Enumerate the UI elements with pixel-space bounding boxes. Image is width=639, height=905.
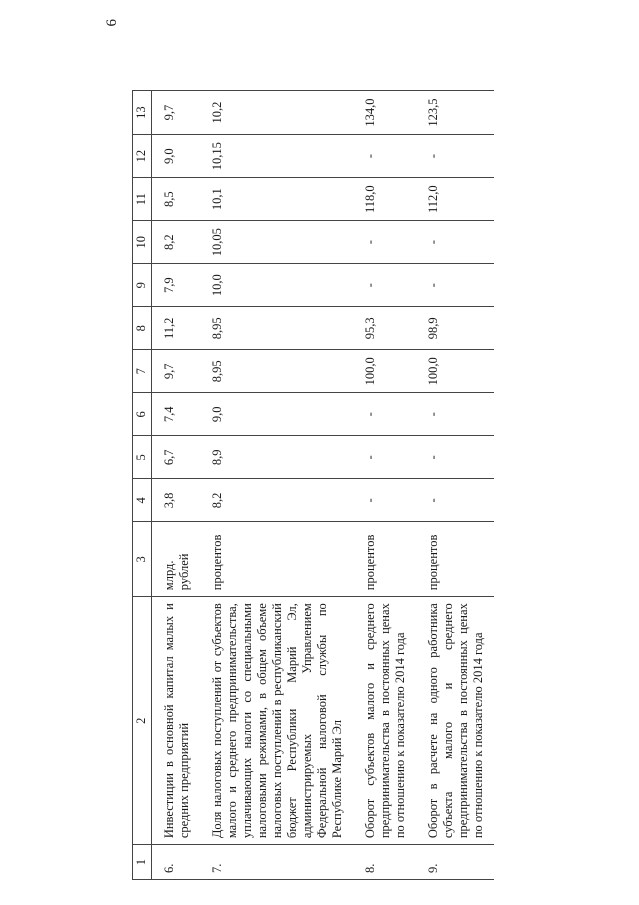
column-number: 11 [133,178,152,221]
column-number: 12 [133,135,152,178]
value-cell: 9,0 [152,135,201,178]
value-cell: 100,0 [416,350,494,393]
indicator-name: Инвестиции в основной капитал малых и средних предприятий [152,597,201,845]
value-cell: 95,3 [353,307,416,350]
value-cell: - [353,436,416,479]
value-cell: 3,8 [152,479,201,522]
indicator-name: Оборот субъектов малого и среднего предпринимательства в постоянных ценах по отношению к показателю 2014 года [353,597,416,845]
value-cell: 11,2 [152,307,201,350]
indicator-name: Оборот в расчете на одного работника субъекта малого и среднего предпринимательства в постоянных ценах по отношению к показателю 2014 года [416,597,494,845]
column-number: 8 [133,307,152,350]
value-cell: 98,9 [416,307,494,350]
value-cell: 10,2 [200,91,353,135]
unit-cell: процентов [416,522,494,597]
value-cell: 7,4 [152,393,201,436]
column-number: 13 [133,91,152,135]
value-cell: 8,5 [152,178,201,221]
value-cell: - [416,135,494,178]
column-number: 10 [133,221,152,264]
column-number: 7 [133,350,152,393]
column-number: 9 [133,264,152,307]
value-cell: - [416,479,494,522]
row-index: 8. [353,845,416,880]
indicators-table [132,90,494,880]
value-cell: 8,2 [152,221,201,264]
value-cell: - [416,393,494,436]
column-number: 3 [133,522,152,597]
value-cell: 123,5 [416,91,494,135]
value-cell: 118,0 [353,178,416,221]
column-number-row [133,91,152,880]
column-number: 1 [133,845,152,880]
row-index: 7. [200,845,353,880]
indicator-name: Доля налоговых поступлений от субъектов малого и среднего предпринимательства, уплачивающих налоги со специальными налоговыми режимами, в общем объеме налоговых поступлений в республиканский бюджет Республики Марий Эл, администрируемых Управлением Федеральной налоговой службы по Республике Марий Эл [200,597,353,845]
value-cell: 100,0 [353,350,416,393]
column-number: 4 [133,479,152,522]
table-row [200,91,353,880]
rotated-page [102,15,607,880]
value-cell: 8,2 [200,479,353,522]
value-cell: 8,95 [200,350,353,393]
value-cell: - [353,264,416,307]
value-cell: - [353,221,416,264]
value-cell: 134,0 [353,91,416,135]
value-cell: 8,9 [200,436,353,479]
value-cell: - [416,436,494,479]
value-cell: 9,7 [152,350,201,393]
table-row [416,91,494,880]
value-cell: - [353,479,416,522]
table-row [152,91,201,880]
page-number: 6 [104,19,120,27]
value-cell: 112,0 [416,178,494,221]
value-cell: - [353,135,416,178]
value-cell: 10,1 [200,178,353,221]
row-index: 6. [152,845,201,880]
value-cell: 6,7 [152,436,201,479]
unit-cell: процентов [353,522,416,597]
value-cell: 9,7 [152,91,201,135]
column-number: 5 [133,436,152,479]
unit-cell: процентов [200,522,353,597]
table-row [353,91,416,880]
value-cell: 10,05 [200,221,353,264]
row-index: 9. [416,845,494,880]
value-cell: - [416,264,494,307]
value-cell: 7,9 [152,264,201,307]
value-cell: - [353,393,416,436]
value-cell: 10,15 [200,135,353,178]
value-cell: 9,0 [200,393,353,436]
column-number: 2 [133,597,152,845]
value-cell: - [416,221,494,264]
unit-cell: млрд. рублей [152,522,201,597]
value-cell: 8,95 [200,307,353,350]
column-number: 6 [133,393,152,436]
value-cell: 10,0 [200,264,353,307]
